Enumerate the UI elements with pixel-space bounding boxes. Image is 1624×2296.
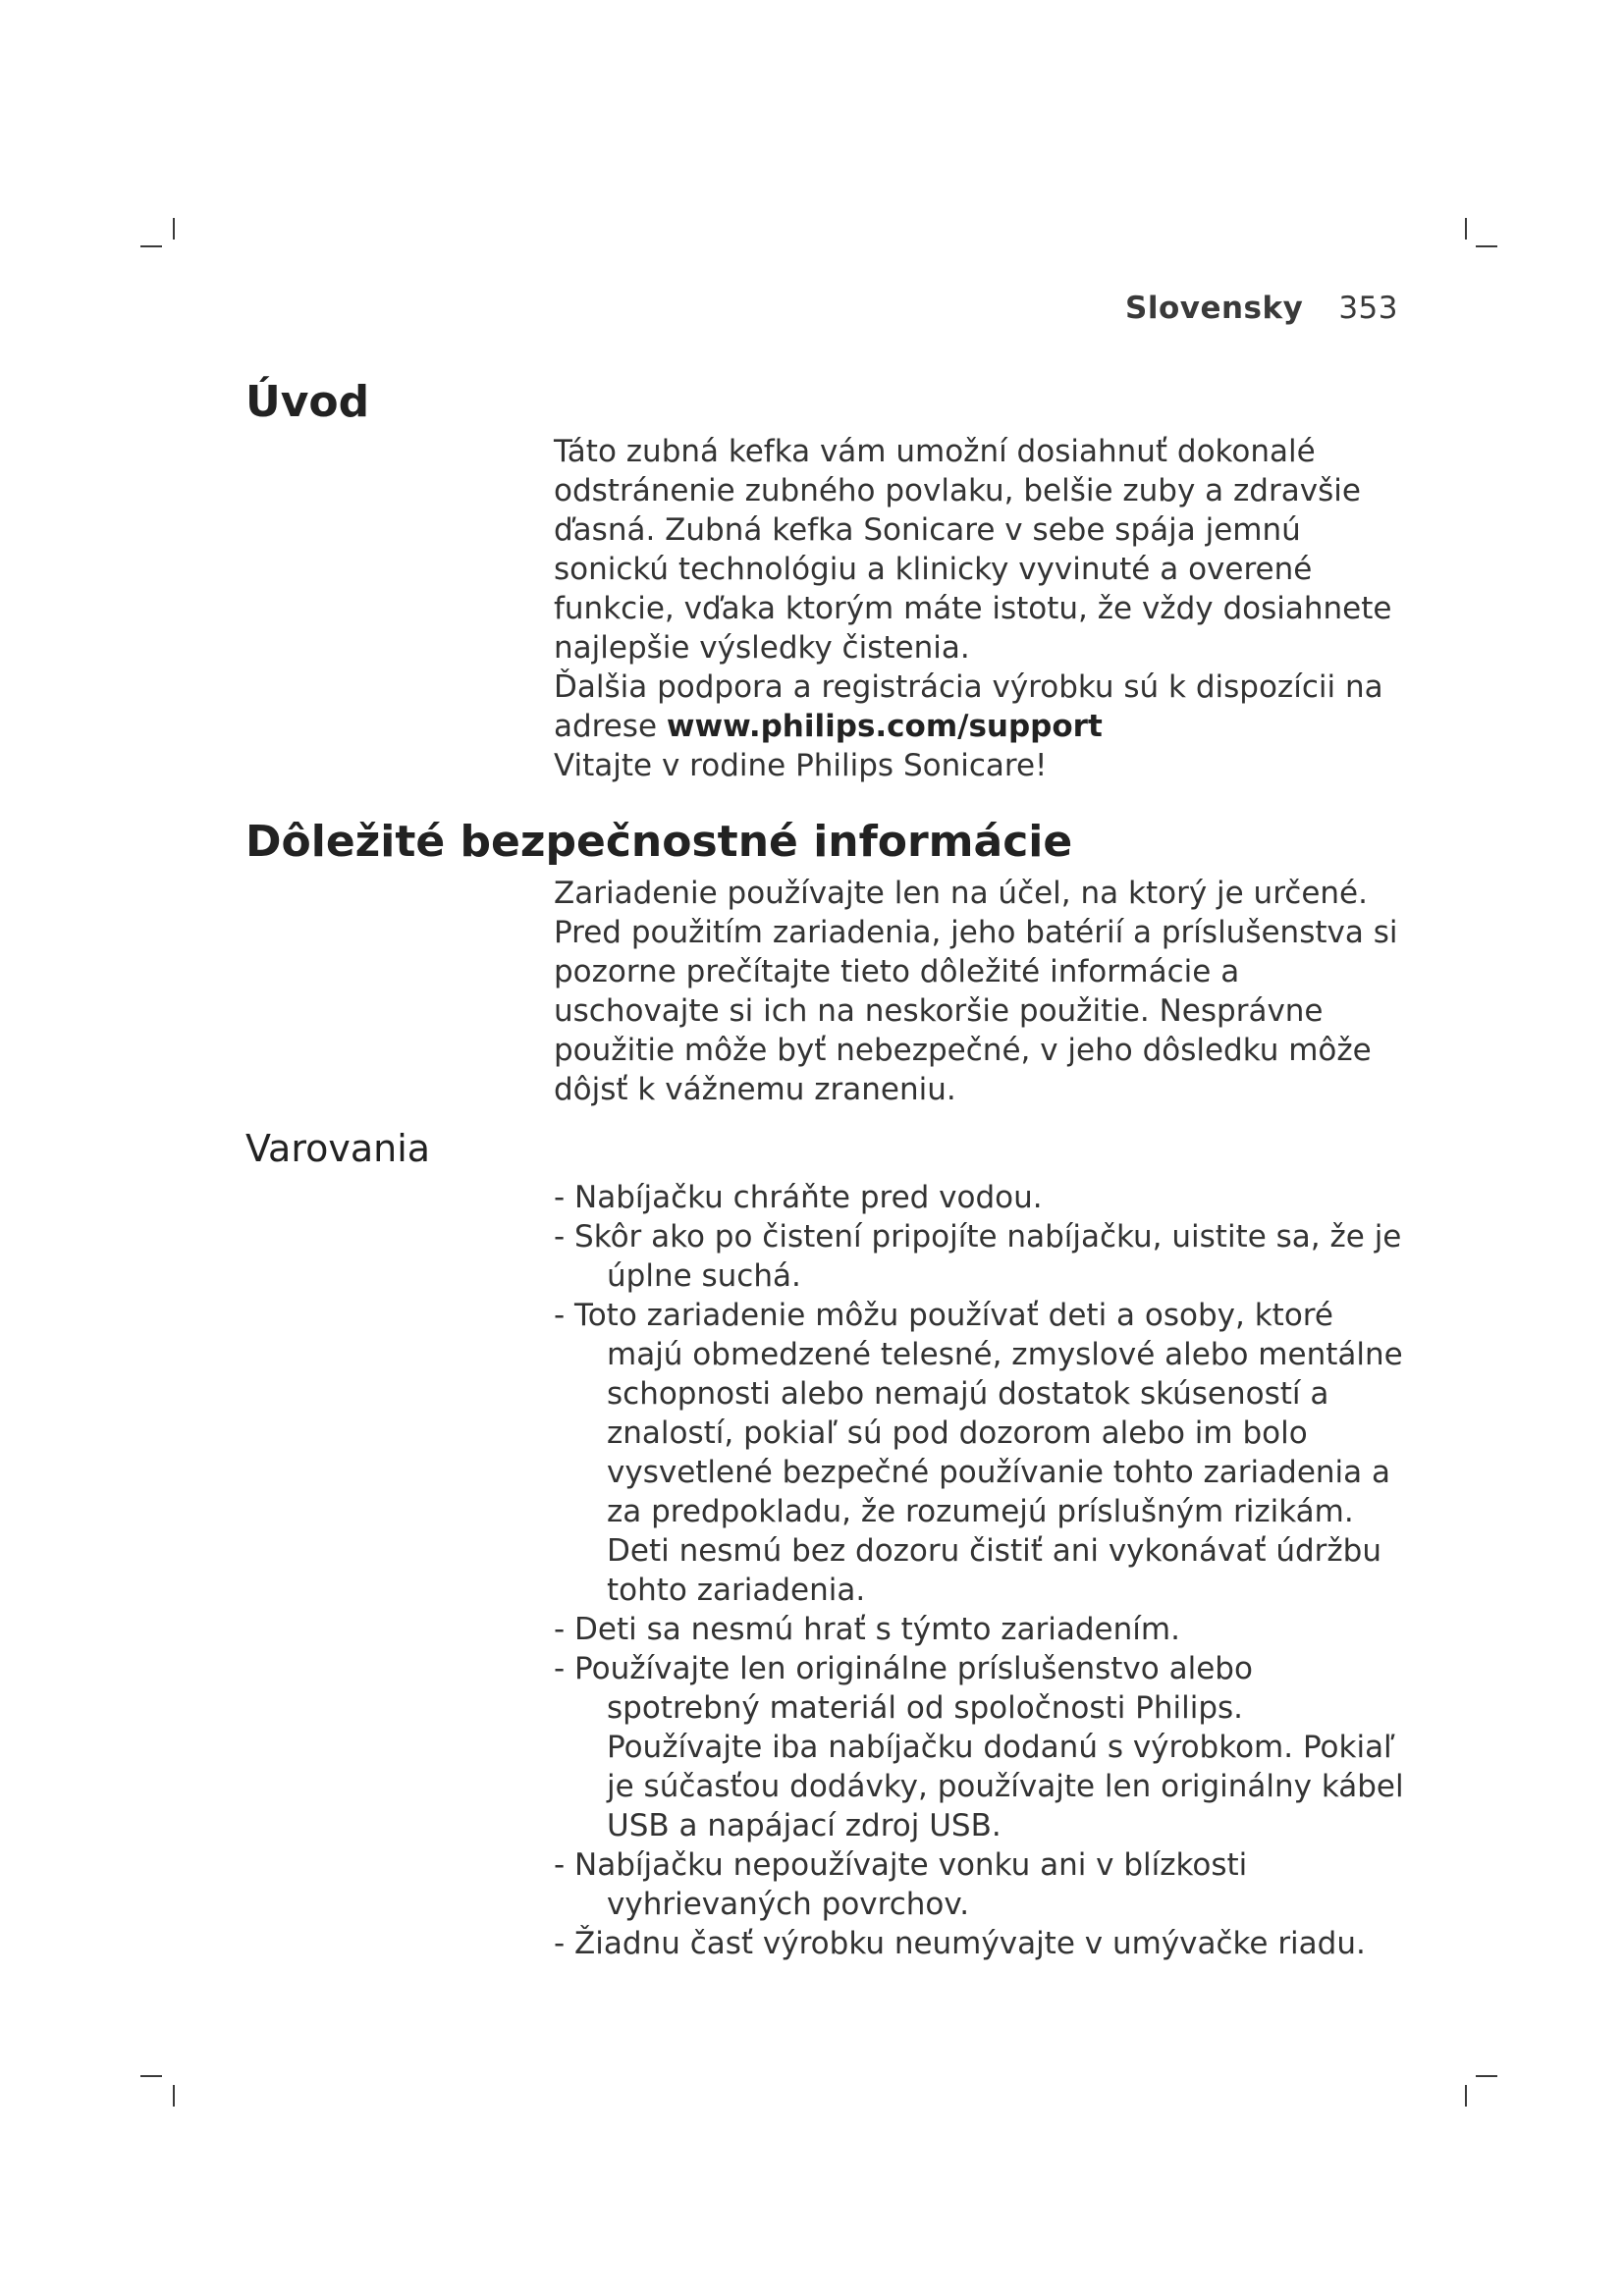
support-paragraph xyxy=(554,667,1408,746)
header-language: Slovensky xyxy=(1125,291,1304,326)
page-number: 353 xyxy=(1338,291,1398,326)
warnings-section xyxy=(554,1178,1408,1963)
support-text: Ďalšia podpora a registrácia výrobku sú k dispozícii na adrese xyxy=(554,669,1383,744)
welcome-paragraph: Vitajte v rodine Philips Sonicare! xyxy=(554,748,1048,783)
crop-mark-bottom-right-h xyxy=(1476,2075,1497,2077)
crop-mark-bottom-left-h xyxy=(140,2075,162,2077)
safety-heading: Dôležité bezpečnostné informácie xyxy=(245,817,1073,867)
support-link[interactable]: www.philips.com/support xyxy=(666,709,1103,744)
warning-item: - Nabíjačku chráňte pred vodou. xyxy=(554,1178,1408,1217)
warning-item: - Žiadnu časť výrobku neumývajte v umývačke riadu. xyxy=(554,1924,1408,1963)
intro-heading: Úvod xyxy=(245,377,370,427)
warning-item: - Nabíjačku nepoužívajte vonku ani v blízkosti vyhrievaných povrchov. xyxy=(554,1845,1408,1924)
warning-item: - Skôr ako po čistení pripojíte nabíjačku, uistite sa, že je úplne suchá. xyxy=(554,1217,1408,1296)
crop-mark-top-right-h xyxy=(1476,245,1497,247)
crop-mark-bottom-left-v xyxy=(173,2085,175,2107)
warning-item: - Deti sa nesmú hrať s týmto zariadením. xyxy=(554,1610,1408,1649)
crop-mark-top-right-v xyxy=(1465,218,1467,240)
safety-paragraph: Zariadenie používajte len na účel, na ktorý je určené. Pred použitím zariadenia, jeho batérií a príslušenstva si pozorne prečítajte tieto dôležité informácie a uschovajte si ich na neskoršie použitie. Nesprávne použitie môže byť nebezpečné, v jeho dôsledku môže dôjsť k vážnemu zraneniu. xyxy=(554,876,1398,1107)
warning-item: - Toto zariadenie môžu používať deti a osoby, ktoré majú obmedzené telesné, zmyslové alebo mentálne schopnosti alebo nemajú dostatok skúseností a znalostí, pokiaľ sú pod dozorom alebo im bolo vysvetlené bezpečné používanie tohto zariadenia a za predpokladu, že rozumejú príslušným rizikám. Deti nesmú bez dozoru čistiť ani vykonávať údržbu tohto zariadenia. xyxy=(554,1296,1408,1610)
warnings-heading: Varovania xyxy=(245,1127,431,1170)
intro-section xyxy=(554,432,1408,785)
safety-section xyxy=(554,874,1408,1109)
intro-paragraph: Táto zubná kefka vám umožní dosiahnuť dokonalé odstránenie zubného povlaku, belšie zuby a zdravšie ďasná. Zubná kefka Sonicare v sebe spája jemnú sonickú technológiu a klinicky vyvinuté a overené funkcie, vďaka ktorým máte istotu, že vždy dosiahnete najlepšie výsledky čistenia. xyxy=(554,434,1392,666)
crop-mark-bottom-right-v xyxy=(1465,2085,1467,2107)
warning-item: - Používajte len originálne príslušenstvo alebo spotrebný materiál od spoločnosti Philips. Používajte iba nabíjačku dodanú s výrobkom. Pokiaľ je súčasťou dodávky, používajte len originálny kábel USB a napájací zdroj USB. xyxy=(554,1649,1408,1845)
page-header xyxy=(1119,291,1398,326)
crop-mark-top-left-v xyxy=(173,218,175,240)
crop-mark-top-left-h xyxy=(140,245,162,247)
warnings-list xyxy=(554,1178,1408,1963)
